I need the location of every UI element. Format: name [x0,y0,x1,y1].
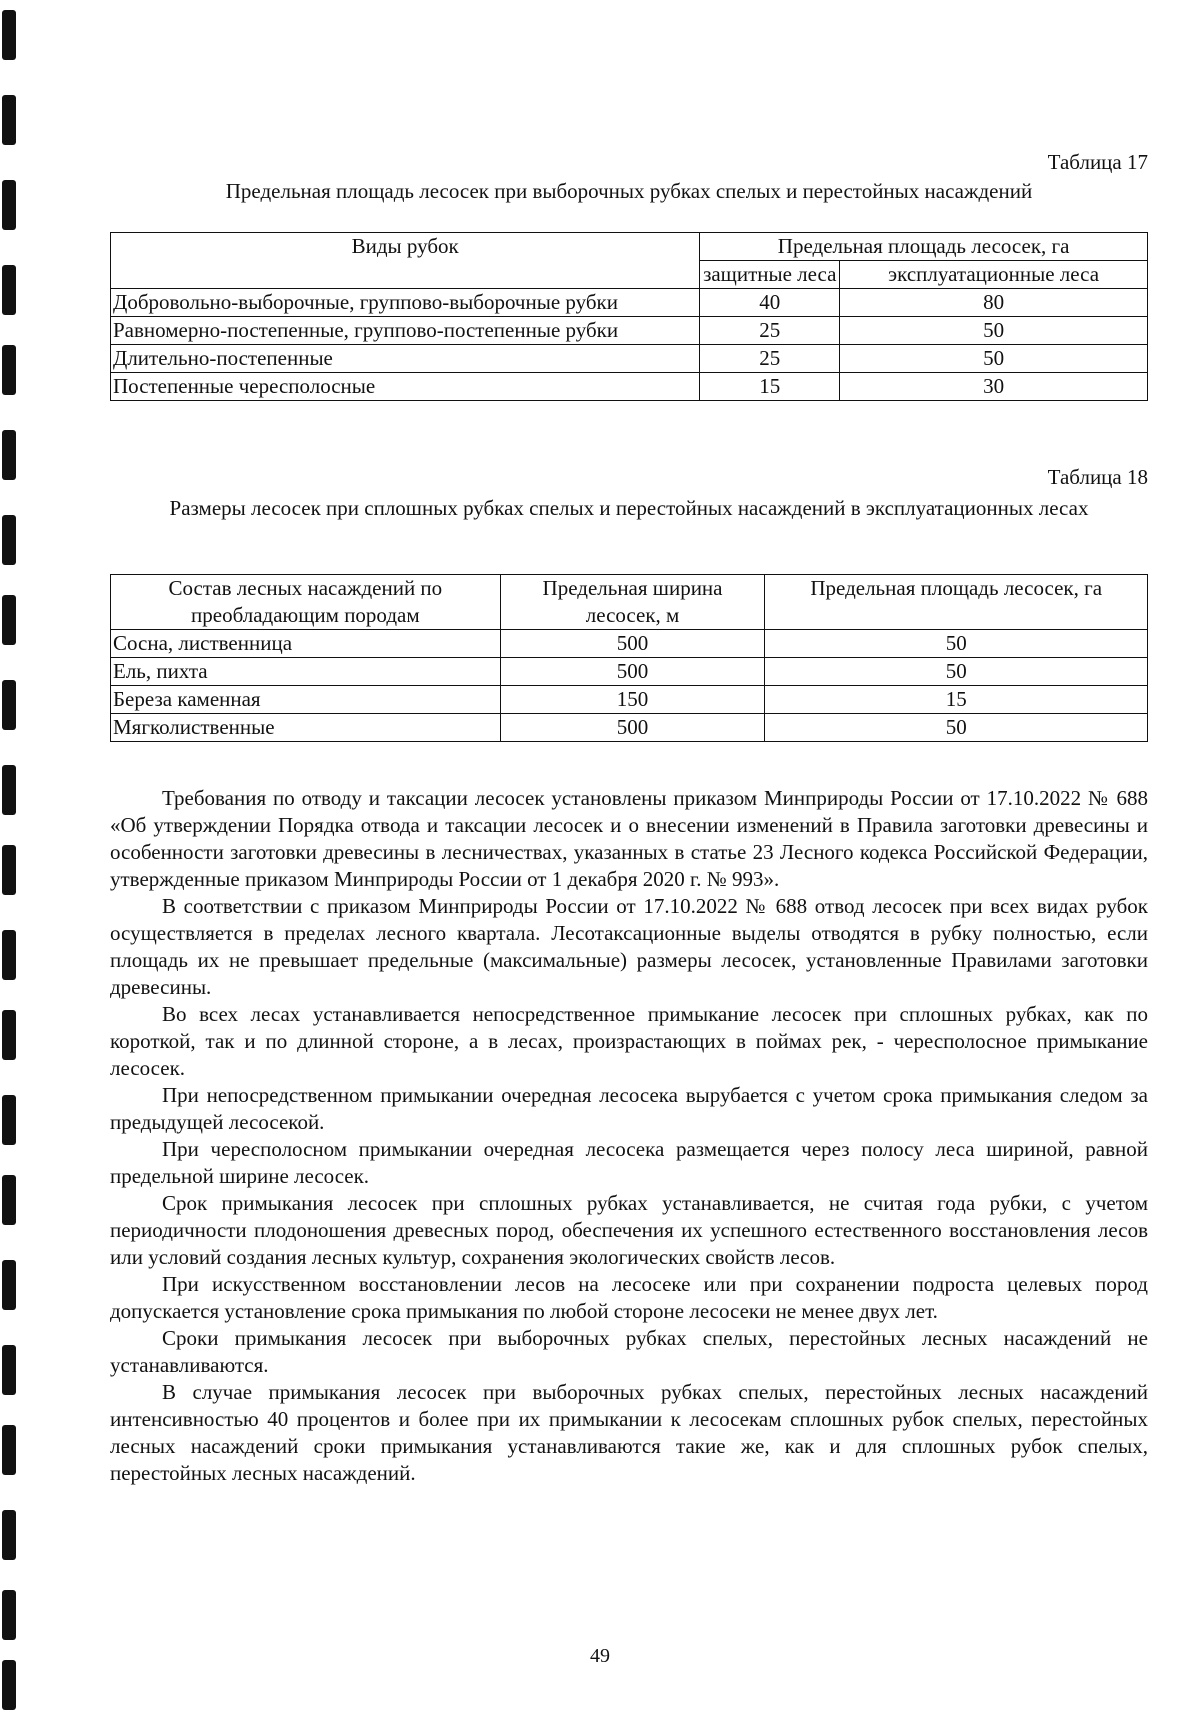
paragraph: При искусственном восстановлении лесов на лесосеке или при сохранении подроста целевых пород допускается установление срока примыкания по любой стороне лесосеки не менее двух лет. [110,1272,1148,1323]
cell-protective: 15 [700,373,840,401]
page-number: 49 [590,1645,610,1667]
table-row [111,317,1148,345]
header-exploitation: эксплуатационные леса [840,261,1148,289]
cell-width: 500 [500,630,765,658]
binding-hole [2,1425,16,1475]
cell-kind: Добровольно-выборочные, группово-выборочные рубки [111,289,700,317]
table-row [111,686,1148,714]
paragraph: Требования по отводу и таксации лесосек установлены приказом Минприроды России от 17.10.2022 № 688 «Об утверждении Порядка отвода и таксации лесосек и о внесении изменений в Правила заготовки древесины и особенности заготовки древесины в лесничествах, указанных в статье 23 Лесного кодекса Российской Федерации, утвержденные приказом Минприроды России от 1 декабря 2020 г. № 993». [110,786,1148,891]
cell-area: 15 [765,686,1148,714]
binding-hole [2,1175,16,1225]
header-area: Предельная площадь лесосек, га [765,575,1148,630]
cell-width: 500 [500,658,765,686]
table-18-title: Размеры лесосек при сплошных рубках спелых и перестойных насаждений в эксплуатационных лесах [169,496,1089,520]
table-17-title: Предельная площадь лесосек при выборочных рубках спелых и перестойных насаждений [225,179,1033,203]
header-kind: Виды рубок [111,233,700,289]
header-composition: Состав лесных насаждений по преобладающим породам [111,575,501,630]
paragraph: Сроки примыкания лесосек при выборочных рубках спелых, перестойных лесных насаждений не устанавливаются. [110,1326,1148,1377]
binding-hole [2,930,16,980]
paragraph: Срок примыкания лесосек при сплошных рубках устанавливается, не считая года рубки, с учетом периодичности плодоношения древесных пород, обеспечения их успешного естественного восстановления лесов или условий создания лесных культур, сохранения экологических свойств лесов. [110,1191,1148,1269]
cell-composition: Мягколиственные [111,714,501,742]
header-width: Предельная ширина лесосек, м [500,575,765,630]
binding-hole [2,1095,16,1145]
binding-hole [2,765,16,815]
cell-width: 150 [500,686,765,714]
cell-exploitation: 50 [840,317,1148,345]
binding-hole [2,1590,16,1640]
header-protective: защитные леса [700,261,840,289]
binding-hole [2,680,16,730]
paragraph: В соответствии с приказом Минприроды России от 17.10.2022 № 688 отвод лесосек при всех видах рубок осуществляется в пределах лесного квартала. Лесотаксационные выделы отводятся в рубку полностью, если площадь их не превышает предельные (максимальные) размеры лесосек, установленные Правилами заготовки древесины. [110,894,1148,999]
paragraph: При чересполосном примыкании очередная лесосека размещается через полосу леса шириной, равной предельной ширине лесосек. [110,1137,1148,1188]
cell-exploitation: 50 [840,345,1148,373]
binding-holes [0,0,40,1714]
binding-hole [2,180,16,230]
cell-protective: 25 [700,345,840,373]
binding-hole [2,1010,16,1060]
cell-protective: 25 [700,317,840,345]
cell-composition: Ель, пихта [111,658,501,686]
paragraph: При непосредственном примыкании очередная лесосека вырубается с учетом срока примыкания следом за предыдущей лесосекой. [110,1083,1148,1134]
cell-area: 50 [765,630,1148,658]
binding-hole [2,1345,16,1395]
table-17-caption: Таблица 17 [1047,150,1148,174]
table-header-row [111,575,1148,630]
binding-hole [2,845,16,895]
cell-area: 50 [765,714,1148,742]
table-header-row [111,233,1148,261]
binding-hole [2,345,16,395]
cell-exploitation: 30 [840,373,1148,401]
header-area: Предельная площадь лесосек, га [700,233,1148,261]
binding-hole [2,515,16,565]
cell-width: 500 [500,714,765,742]
table-18 [110,574,1148,742]
binding-hole [2,1260,16,1310]
binding-hole [2,1510,16,1560]
cell-composition: Береза каменная [111,686,501,714]
binding-hole [2,595,16,645]
table-row [111,714,1148,742]
table-row [111,345,1148,373]
cell-kind: Длительно-постепенные [111,345,700,373]
binding-hole [2,10,16,60]
table-18-caption: Таблица 18 [1047,465,1148,489]
paragraph: Во всех лесах устанавливается непосредственное примыкание лесосек при сплошных рубках, как по короткой, так и по длинной стороне, а в лесах, произрастающих в поймах рек, - чересполосное примыкание лесосек. [110,1002,1148,1080]
binding-hole [2,430,16,480]
cell-exploitation: 80 [840,289,1148,317]
table-row [111,373,1148,401]
binding-hole [2,265,16,315]
cell-protective: 40 [700,289,840,317]
cell-area: 50 [765,658,1148,686]
table-row [111,658,1148,686]
cell-composition: Сосна, лиственница [111,630,501,658]
table-row [111,289,1148,317]
paragraph: В случае примыкания лесосек при выборочных рубках спелых, перестойных лесных насаждений интенсивностью 40 процентов и более при их примыкании к лесосекам сплошных рубок спелых, перестойных лесных насаждений сроки примыкания устанавливаются такие же, как и для сплошных рубок спелых, перестойных лесных насаждений. [110,1380,1148,1485]
binding-hole [2,95,16,145]
body-text [110,785,1148,1487]
cell-kind: Равномерно-постепенные, группово-постепенные рубки [111,317,700,345]
table-17 [110,232,1148,401]
cell-kind: Постепенные чересполосные [111,373,700,401]
table-row [111,630,1148,658]
